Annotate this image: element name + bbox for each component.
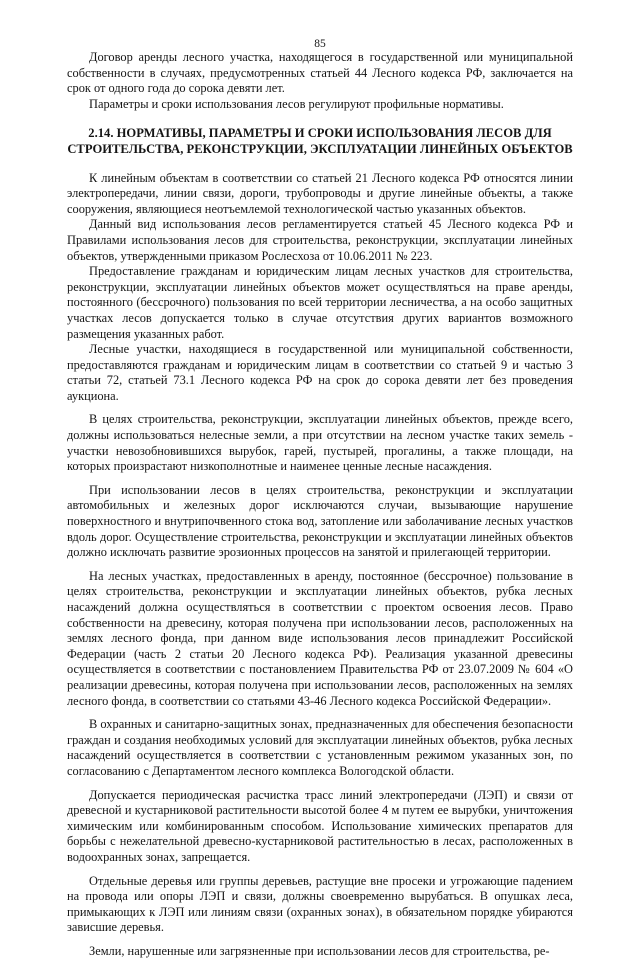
paragraph: Отдельные деревья или группы деревьев, растущие вне просеки и угрожающие падением на провода или опоры ЛЭП и связи, должны своевременно вырубаться. В опушках леса, примыкающих к ЛЭП или линиям связи (охранных зонах), в обязательном порядке убираются зависшие деревья.: [67, 873, 573, 935]
paragraph-lease-term: Договор аренды лесного участка, находящегося в государственной или муниципальной собственности в случаях, предусмотренных статьей 44 Лесного кодекса РФ, заключается на срок от одного года до сорока девяти лет.: [67, 50, 573, 96]
page-body: [67, 50, 573, 959]
paragraph: В охранных и санитарно-защитных зонах, предназначенных для обеспечения безопасности граждан и создания необходимых условий для эксплуатации линейных объектов, рубка лесных насаждений осуществляется в соответствии с установленным режимом указанных зон, по согласованию с Департаментом лесного комплекса Вологодской области.: [67, 717, 573, 778]
paragraph: Допускается периодическая расчистка трасс линий электропередачи (ЛЭП) и связи от древесной и кустарниковой растительности высотой более 4 м путем ее вырубки, уничтожения химическим или комбинированным способом. Использование химических препаратов для борьбы с нежелательной древесно-кустарниковой растительностью в лесах, расположенных в водоохранных зонах, запрещается.: [67, 787, 573, 864]
page-number: 85: [314, 38, 326, 50]
section-heading: 2.14. НОРМАТИВЫ, ПАРАМЕТРЫ И СРОКИ ИСПОЛЬЗОВАНИЯ ЛЕСОВ ДЛЯ СТРОИТЕЛЬСТВА, РЕКОНСТРУКЦИИ, ЭКСПЛУАТАЦИИ ЛИНЕЙНЫХ ОБЪЕКТОВ: [67, 126, 573, 156]
paragraph: Предоставление гражданам и юридическим лицам лесных участков для строительства, реконструкции, эксплуатации линейных объектов может осуществляться на праве аренды, постоянного (бессрочного) пользования по всей территории лесничества, а на особо защитных участках лесов допускается только в случае отсутствия других вариантов возможного размещения указанных работ.: [67, 264, 573, 341]
paragraph: К линейным объектам в соответствии со статьей 21 Лесного кодекса РФ относятся линии электропередачи, линии связи, дороги, трубопроводы и другие линейные объекты, а также сооружения, являющиеся неотъемлемой технологической частью указанных объектов.: [67, 170, 573, 216]
paragraph: При использовании лесов в целях строительства, реконструкции и эксплуатации автомобильных и железных дорог исключаются случаи, вызывающие нарушение поверхностного и внутрипочвенного стока вод, затопление или заболачивание лесных участков вдоль дорог. Осуществление строительства, реконструкции и эксплуатации линейных объектов должно исключать развитие эрозионных процессов на занятой и прилегающей территории.: [67, 482, 573, 560]
paragraph: Земли, нарушенные или загрязненные при использовании лесов для строительства, ре-: [89, 943, 550, 958]
paragraph-regulations: Параметры и сроки использования лесов регулируют профильные нормативы.: [89, 96, 504, 111]
paragraph: Данный вид использования лесов регламентируется статьей 45 Лесного кодекса РФ и Правилами использования лесов для строительства, реконструкции, эксплуатации линейных объектов, утвержденными приказом Рослесхоза от 10.06.2011 № 223.: [67, 217, 573, 263]
paragraph: Лесные участки, находящиеся в государственной или муниципальной собственности, предоставляются гражданам и юридическим лицам в соответствии со статьей 9 и частью 3 статьи 72, статьей 73.1 Лесного кодекса РФ на срок до сорока девяти лет без проведения аукциона.: [67, 342, 573, 403]
paragraph: На лесных участках, предоставленных в аренду, постоянное (бессрочное) пользование в целях строительства, реконструкции и эксплуатации линейных объектов, рубка лесных насаждений должна осуществляться в соответствии с проектом освоения лесов. Право собственности на древесину, которая получена при использовании лесов, расположенных на землях лесного фонда, при данном виде использования лесов принадлежит Российской Федерации (часть 2 статьи 20 Лесного кодекса РФ). Реализация указанной древесины осуществляется в соответствии с постановлением Правительства РФ от 23.07.2009 № 604 «О реализации древесины, которая получена при использовании лесов, расположенных на землях лесного фонда, в соответствии со статьями 43-46 Лесного кодекса Российской Федерации».: [67, 568, 573, 708]
paragraph: В целях строительства, реконструкции, эксплуатации линейных объектов, прежде всего, должны использоваться нелесные земли, а при отсутствии на лесном участке таких земель - участки невозобновившихся вырубок, гарей, пустырей, прогалины, а также площади, на которых произрастают низкополнотные и наименее ценные лесные насаждения.: [67, 412, 573, 474]
